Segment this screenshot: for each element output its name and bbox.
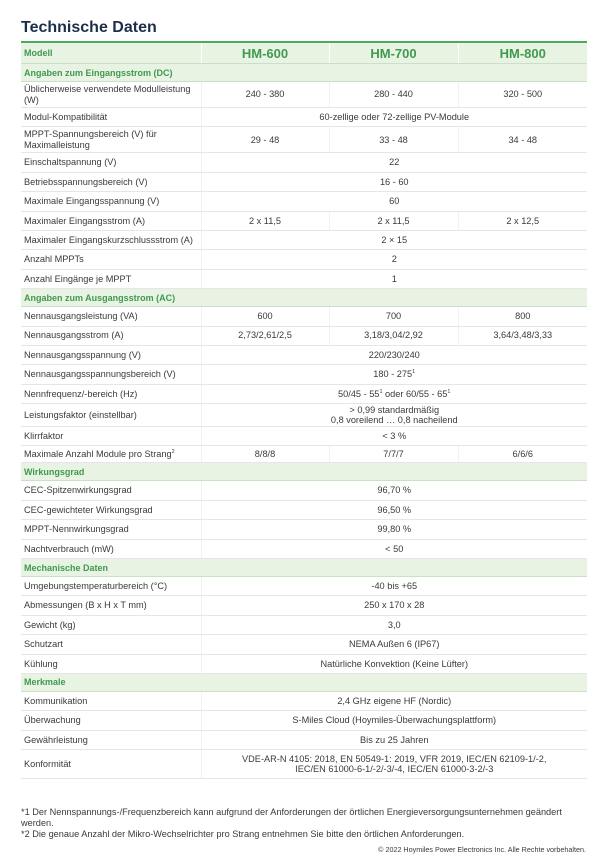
cell-shared-value: [201, 269, 587, 288]
row-label-text: Einschaltspannung (V): [24, 157, 117, 168]
table-row: [21, 427, 587, 446]
row-label-text: Maximaler Eingangskurzschlussstrom (A): [24, 234, 193, 245]
row-label: [21, 691, 201, 710]
row-label: [21, 82, 201, 108]
row-label: [21, 404, 201, 427]
cell-line: [204, 505, 586, 516]
table-row: [21, 654, 587, 673]
model-hm600-header: HM-600: [201, 42, 329, 64]
cell-line: [204, 112, 586, 123]
row-label: [21, 577, 201, 596]
cell-line: [204, 405, 586, 416]
row-label-text: Maximaler Eingangsstrom (A): [24, 215, 146, 226]
cell-value: 320 - 500: [458, 82, 587, 108]
row-label-text: Nennausgangsleistung (VA): [24, 311, 138, 322]
row-label-text: Üblicherweise verwendete Modulleistung (W): [24, 84, 191, 105]
cell-line: [204, 389, 586, 400]
table-row: [21, 481, 587, 500]
section-title: Angaben zum Ausgangsstrom (AC): [21, 289, 587, 307]
row-label: [21, 481, 201, 500]
table-header-row: [21, 42, 587, 64]
row-label-text: Maximale Eingangsspannung (V): [24, 196, 160, 207]
section-header-row: [21, 559, 587, 577]
cell-line: [204, 485, 586, 496]
cell-text: 50/45 - 55: [338, 388, 380, 399]
cell-text: > 0,99 standardmäßig: [349, 404, 440, 415]
section-title: Angaben zum Eingangsstrom (DC): [21, 64, 587, 82]
table-row: [21, 577, 587, 596]
cell-line: [204, 177, 586, 188]
table-row: [21, 82, 587, 108]
table-row: [21, 192, 587, 211]
spec-table-body: [21, 42, 587, 779]
row-label: [21, 211, 201, 230]
table-row: [21, 230, 587, 249]
section-header-row: [21, 673, 587, 691]
cell-text: < 50: [385, 543, 404, 554]
cell-text: 250 x 170 x 28: [364, 600, 425, 611]
cell-value: 3,18/3,04/2,92: [329, 326, 458, 345]
cell-line: [204, 350, 586, 361]
row-label-text: Umgebungstemperaturbereich (°C): [24, 580, 168, 591]
row-label-text: Klirrfaktor: [24, 431, 64, 442]
row-label: [21, 365, 201, 384]
row-label: [21, 153, 201, 172]
cell-shared-value: [201, 250, 587, 269]
table-row: [21, 691, 587, 710]
cell-text: 22: [389, 157, 400, 168]
row-label: [21, 654, 201, 673]
table-row: [21, 108, 587, 127]
row-label-text: Nennfrequenz/-bereich (Hz): [24, 388, 138, 399]
cell-shared-value: [201, 108, 587, 127]
row-label: [21, 520, 201, 539]
cell-value: 6/6/6: [458, 446, 587, 463]
cell-text: 180 - 275: [373, 369, 413, 380]
cell-value: 3,64/3,48/3,33: [458, 326, 587, 345]
table-row: [21, 172, 587, 191]
cell-line: [204, 235, 586, 246]
row-label-text: Modul-Kompatibilität: [24, 111, 108, 122]
row-label: [21, 730, 201, 749]
row-label: [21, 230, 201, 249]
row-label-text: Gewährleistung: [24, 734, 88, 745]
cell-shared-value: [201, 635, 587, 654]
cell-shared-value: [201, 384, 587, 403]
cell-line: [204, 431, 586, 442]
cell-text: Bis zu 25 Jahren: [360, 734, 429, 745]
row-label: [21, 596, 201, 615]
cell-shared-value: [201, 345, 587, 364]
cell-line: [204, 696, 586, 707]
cell-shared-value: [201, 365, 587, 384]
cell-text: 3,0: [387, 619, 401, 630]
table-row: [21, 520, 587, 539]
table-row: [21, 596, 587, 615]
cell-text: 96,50 %: [377, 504, 412, 515]
cell-text: oder 60/55 - 65: [382, 388, 448, 399]
cell-shared-value: [201, 500, 587, 519]
cell-value: 8/8/8: [201, 446, 329, 463]
cell-line: [204, 620, 586, 631]
cell-shared-value: [201, 596, 587, 615]
row-label-text: Nennausgangsstrom (A): [24, 330, 124, 341]
copyright-text: © 2022 Hoymiles Power Electronics Inc. Alle Rechte vorbehalten.: [378, 845, 586, 854]
table-row: [21, 711, 587, 730]
cell-shared-value: [201, 539, 587, 558]
cell-shared-value: [201, 427, 587, 446]
row-label: [21, 108, 201, 127]
cell-line: [204, 254, 586, 265]
row-label-text: Schutzart: [24, 639, 63, 650]
cell-shared-value: [201, 577, 587, 596]
row-label: [21, 427, 201, 446]
row-label-text: Kühlung: [24, 658, 58, 669]
page-title: Technische Daten: [21, 19, 157, 36]
row-label: [21, 539, 201, 558]
cell-value: 2 x 12,5: [458, 211, 587, 230]
section-title: Merkmale: [21, 673, 587, 691]
table-row: [21, 500, 587, 519]
row-label-text: CEC-gewichteter Wirkungsgrad: [24, 504, 153, 515]
row-label: [21, 635, 201, 654]
cell-line: [204, 274, 586, 285]
row-label-text: Überwachung: [24, 715, 81, 726]
cell-value: 280 - 440: [329, 82, 458, 108]
cell-shared-value: [201, 404, 587, 427]
cell-text: S-Miles Cloud (Hoymiles-Überwachungsplattform): [292, 715, 497, 726]
row-label-text: Anzahl MPPTs: [24, 254, 84, 265]
cell-text: < 3 %: [382, 431, 407, 442]
cell-value: 7/7/7: [329, 446, 458, 463]
spec-table: [21, 41, 587, 779]
row-label: [21, 615, 201, 634]
cell-text: 2 × 15: [381, 234, 408, 245]
footnote-marker: 2: [171, 449, 175, 456]
cell-value: 2,73/2,61/2,5: [201, 326, 329, 345]
cell-value: 29 - 48: [201, 127, 329, 153]
row-label: [21, 446, 201, 463]
cell-text: 2,4 GHz eigene HF (Nordic): [337, 695, 452, 706]
cell-text: 1: [391, 273, 397, 284]
table-row: [21, 384, 587, 403]
row-label: [21, 192, 201, 211]
row-label-text: Nennausgangsspannungsbereich (V): [24, 369, 176, 380]
row-label: [21, 250, 201, 269]
row-label-text: Nachtverbrauch (mW): [24, 543, 114, 554]
row-label-text: Konformität: [24, 758, 71, 769]
row-label-text: Kommunikation: [24, 695, 88, 706]
cell-text: 2: [391, 254, 397, 265]
footnotes: [21, 807, 587, 840]
table-row: [21, 730, 587, 749]
table-row: [21, 269, 587, 288]
cell-text: VDE-AR-N 4105: 2018, EN 50549-1: 2019, VFR 2019, IEC/EN 62109-1/-2,: [242, 753, 547, 764]
row-label-text: MPPT-Spannungsbereich (V) für Maximalleistung: [24, 129, 157, 150]
section-title: Wirkungsgrad: [21, 463, 587, 481]
cell-shared-value: [201, 654, 587, 673]
cell-text: 220/230/240: [368, 349, 420, 360]
cell-value: 600: [201, 307, 329, 326]
table-row: [21, 404, 587, 427]
cell-line: [204, 544, 586, 555]
cell-shared-value: [201, 192, 587, 211]
section-header-row: [21, 463, 587, 481]
cell-line: [204, 524, 586, 535]
cell-shared-value: [201, 172, 587, 191]
table-row: [21, 446, 587, 463]
cell-line: [204, 369, 586, 380]
row-label: [21, 127, 201, 153]
cell-value: 34 - 48: [458, 127, 587, 153]
cell-value: 33 - 48: [329, 127, 458, 153]
cell-value: 800: [458, 307, 587, 326]
table-row: [21, 635, 587, 654]
footnote-marker: 1: [412, 369, 416, 376]
row-label-text: Gewicht (kg): [24, 619, 76, 630]
table-row: [21, 615, 587, 634]
table-row: [21, 345, 587, 364]
table-row: [21, 326, 587, 345]
row-label-text: Anzahl Eingänge je MPPT: [24, 273, 132, 284]
table-row: [21, 750, 587, 779]
cell-value: 700: [329, 307, 458, 326]
row-label-text: Maximale Anzahl Module pro Strang: [24, 449, 172, 460]
row-label-text: CEC-Spitzenwirkungsgrad: [24, 485, 132, 496]
cell-line: IEC/EN 61000-6-1/-2/-3/-4, IEC/EN 61000-3-2/-3: [295, 764, 494, 775]
cell-shared-value: [201, 750, 587, 779]
table-row: [21, 365, 587, 384]
cell-line: [204, 735, 586, 746]
cell-text: 60: [389, 196, 400, 207]
cell-line: [204, 639, 586, 650]
cell-text: -40 bis +65: [371, 580, 418, 591]
model-hm800-header: HM-800: [458, 42, 587, 64]
footnote-1: *1 Der Nennspannungs-/Frequenzbereich kann aufgrund der Anforderungen der örtlichen Energieversorgungsunternehmen geändert werden.: [21, 807, 562, 828]
cell-text: 99,80 %: [377, 524, 412, 535]
cell-value: 240 - 380: [201, 82, 329, 108]
section-title: Mechanische Daten: [21, 559, 587, 577]
footnote-2: *2 Die genaue Anzahl der Mikro-Wechselrichter pro Strang entnehmen Sie bitte den örtlichen Anforderungen.: [21, 829, 465, 839]
row-label-text: MPPT-Nennwirkungsgrad: [24, 524, 129, 535]
row-label-text: Nennausgangsspannung (V): [24, 349, 141, 360]
cell-value: 2 x 11,5: [329, 211, 458, 230]
cell-shared-value: [201, 520, 587, 539]
cell-text: Natürliche Konvektion (Keine Lüfter): [320, 658, 469, 669]
cell-shared-value: [201, 730, 587, 749]
cell-line: 0,8 voreilend … 0,8 nacheilend: [330, 415, 458, 426]
row-label-text: Leistungsfaktor (einstellbar): [24, 409, 137, 420]
table-row: [21, 539, 587, 558]
cell-line: [204, 754, 586, 765]
footnote-marker: 1: [379, 388, 383, 395]
row-label: [21, 345, 201, 364]
row-label-text: Betriebsspannungsbereich (V): [24, 176, 148, 187]
model-hm700-header: HM-700: [329, 42, 458, 64]
cell-text: 16 - 60: [379, 176, 409, 187]
cell-line: [204, 581, 586, 592]
cell-line: [204, 600, 586, 611]
cell-shared-value: [201, 691, 587, 710]
table-row: [21, 307, 587, 326]
row-label: [21, 307, 201, 326]
section-header-row: [21, 289, 587, 307]
cell-line: [204, 715, 586, 726]
table-row: [21, 127, 587, 153]
section-header-row: [21, 64, 587, 82]
row-label: [21, 711, 201, 730]
row-label-text: Abmessungen (B x H x T mm): [24, 600, 147, 611]
row-label: [21, 326, 201, 345]
cell-line: [204, 157, 586, 168]
cell-shared-value: [201, 153, 587, 172]
footnote-marker: 1: [447, 388, 451, 395]
table-row: [21, 153, 587, 172]
cell-line: [204, 196, 586, 207]
cell-text: NEMA Außen 6 (IP67): [349, 639, 440, 650]
row-label: [21, 172, 201, 191]
cell-shared-value: [201, 711, 587, 730]
cell-shared-value: [201, 481, 587, 500]
cell-text: 60-zellige oder 72-zellige PV-Module: [319, 111, 470, 122]
cell-text: 96,70 %: [377, 485, 412, 496]
row-label: [21, 500, 201, 519]
cell-shared-value: [201, 615, 587, 634]
table-row: [21, 250, 587, 269]
row-label: [21, 269, 201, 288]
row-label: [21, 384, 201, 403]
cell-value: 2 x 11,5: [201, 211, 329, 230]
cell-shared-value: [201, 230, 587, 249]
table-row: [21, 211, 587, 230]
model-header-label: Modell: [21, 42, 201, 64]
row-label: [21, 750, 201, 779]
cell-line: [204, 659, 586, 670]
